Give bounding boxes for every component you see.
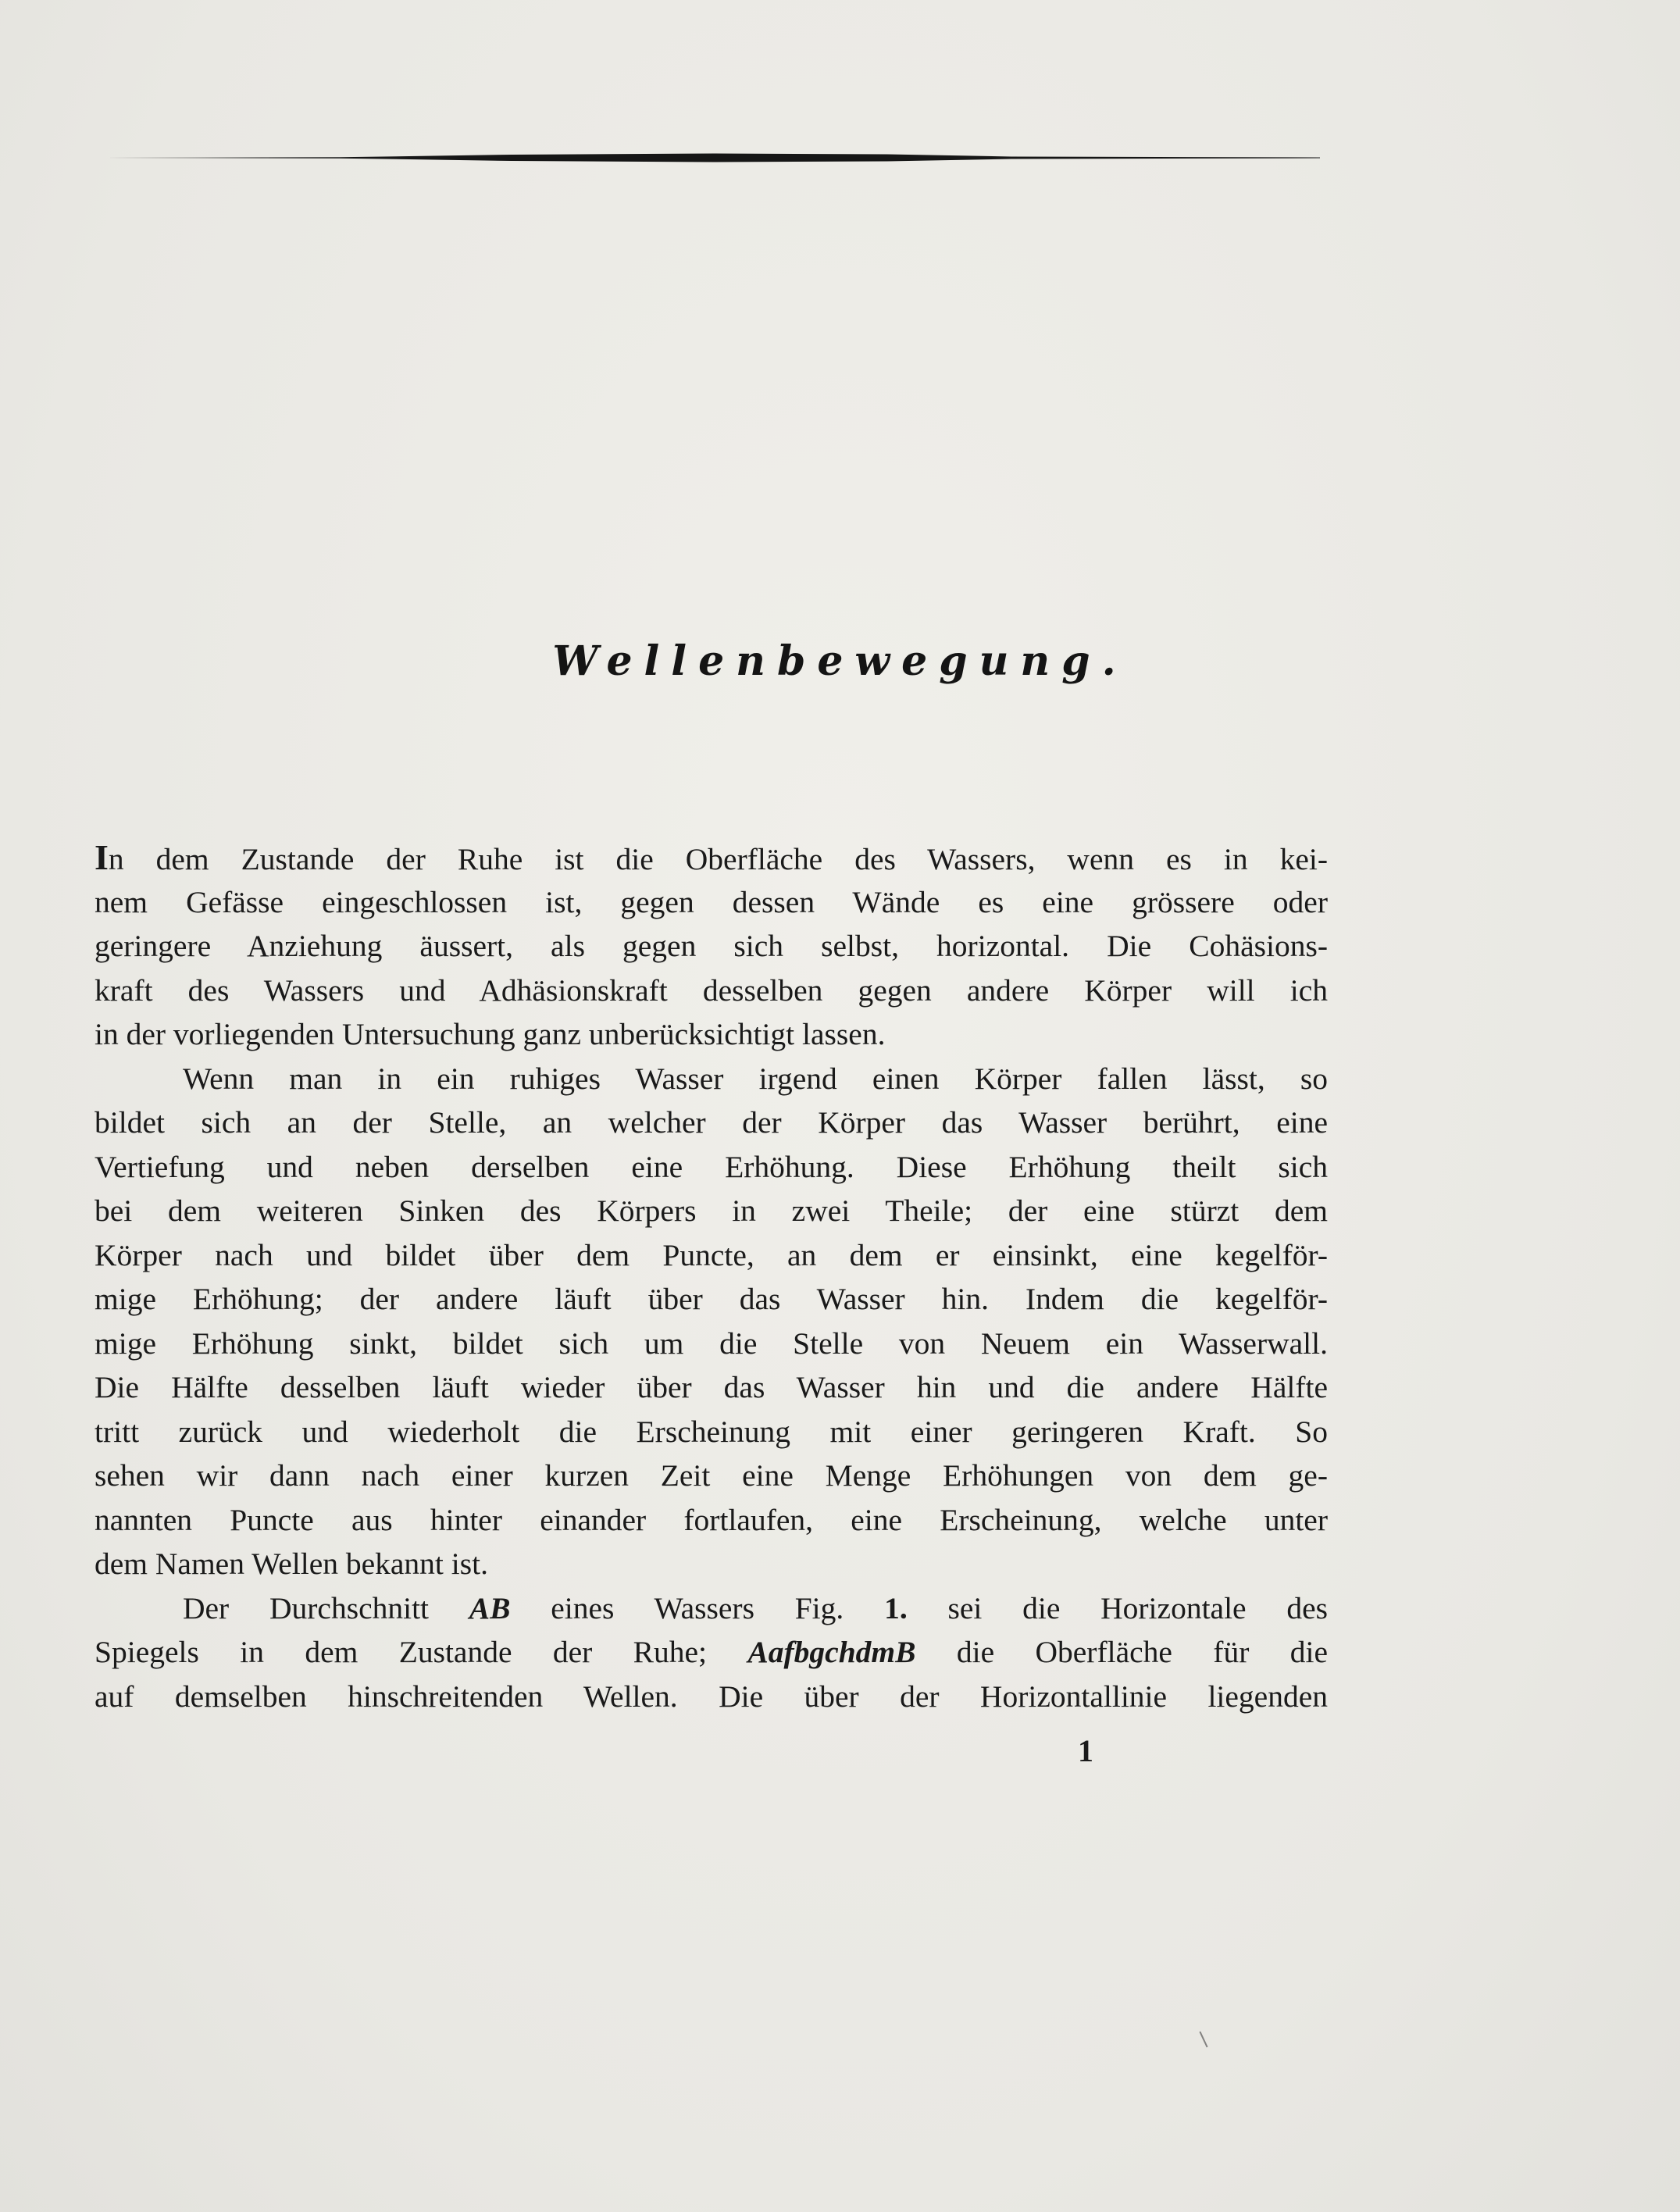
text-line: nem Gefässe eingeschlossen ist, gegen dessen Wände es eine grössere oder — [95, 884, 1328, 919]
text-line-content: n dem Zustande der Ruhe ist die Oberfläche des Wassers, wenn es in kei- — [108, 842, 1328, 876]
text-line: bei dem weiteren Sinken des Körpers in zwei Theile; der eine stürzt dem — [95, 1193, 1328, 1228]
text-line: Vertiefung und neben derselben eine Erhöhung. Diese Erhöhung theilt sich — [95, 1149, 1328, 1184]
text-line: geringere Anziehung äussert, als gegen sich selbst, horizontal. Die Cohäsions- — [95, 929, 1328, 963]
math-label: AafbgchdmB — [747, 1635, 916, 1669]
text-line: in der vorliegenden Untersuchung ganz unberücksichtigt lassen. — [95, 1017, 886, 1051]
text-segment: eines Wassers Fig. — [510, 1590, 885, 1625]
text-line: mige Erhöhung sinkt, bildet sich um die Stelle von Neuem ein Wasserwall. — [95, 1325, 1328, 1361]
page-title: Wellenbewegung. — [552, 637, 1128, 685]
text-line: auf demselben hinschreitenden Wellen. Die über der Horizontallinie liegenden — [95, 1679, 1328, 1714]
text-segment: die Oberfläche für die — [915, 1635, 1328, 1669]
text-line — [95, 1586, 1328, 1631]
math-label: AB — [469, 1590, 511, 1625]
text-line — [95, 836, 1328, 880]
text-line: Die Hälfte desselben läuft wieder über das Wasser hin und die andere Hälfte — [95, 1370, 1328, 1404]
text-line — [95, 1630, 1328, 1675]
body-text — [95, 836, 1328, 1718]
text-line: sehen wir dann nach einer kurzen Zeit eine Menge Erhöhungen von dem ge- — [95, 1458, 1328, 1493]
text-line: bildet sich an der Stelle, an welcher der Körper das Wasser berührt, eine — [95, 1105, 1328, 1140]
text-line: Körper nach und bildet über dem Puncte, an dem er einsinkt, eine kegelför- — [95, 1237, 1328, 1272]
text-line: Wenn man in ein ruhiges Wasser irgend einen Körper fallen lässt, so — [183, 1061, 1328, 1096]
paper-speck — [1199, 2032, 1207, 2048]
text-line: nannten Puncte aus hinter einander fortlaufen, eine Erscheinung, welche unter — [95, 1502, 1328, 1537]
header-rule — [105, 151, 1320, 165]
text-line: tritt zurück und wiederholt die Erscheinung mit einer geringeren Kraft. So — [95, 1414, 1328, 1449]
text-line: mige Erhöhung; der andere läuft über das Wasser hin. Indem die kegelför- — [95, 1282, 1328, 1316]
drop-cap: I — [95, 837, 109, 877]
figure-number: 1. — [884, 1590, 908, 1625]
text-line: kraft des Wassers und Adhäsionskraft desselben gegen andere Körper will ich — [95, 972, 1328, 1008]
text-line: dem Namen Wellen bekannt ist. — [95, 1547, 488, 1581]
text-segment: Der Durchschnitt — [183, 1590, 469, 1625]
text-segment: Spiegels in dem Zustande der Ruhe; — [95, 1635, 748, 1669]
page-number: 1 — [1078, 1733, 1093, 1768]
text-segment: sei die Horizontale des — [907, 1590, 1329, 1625]
